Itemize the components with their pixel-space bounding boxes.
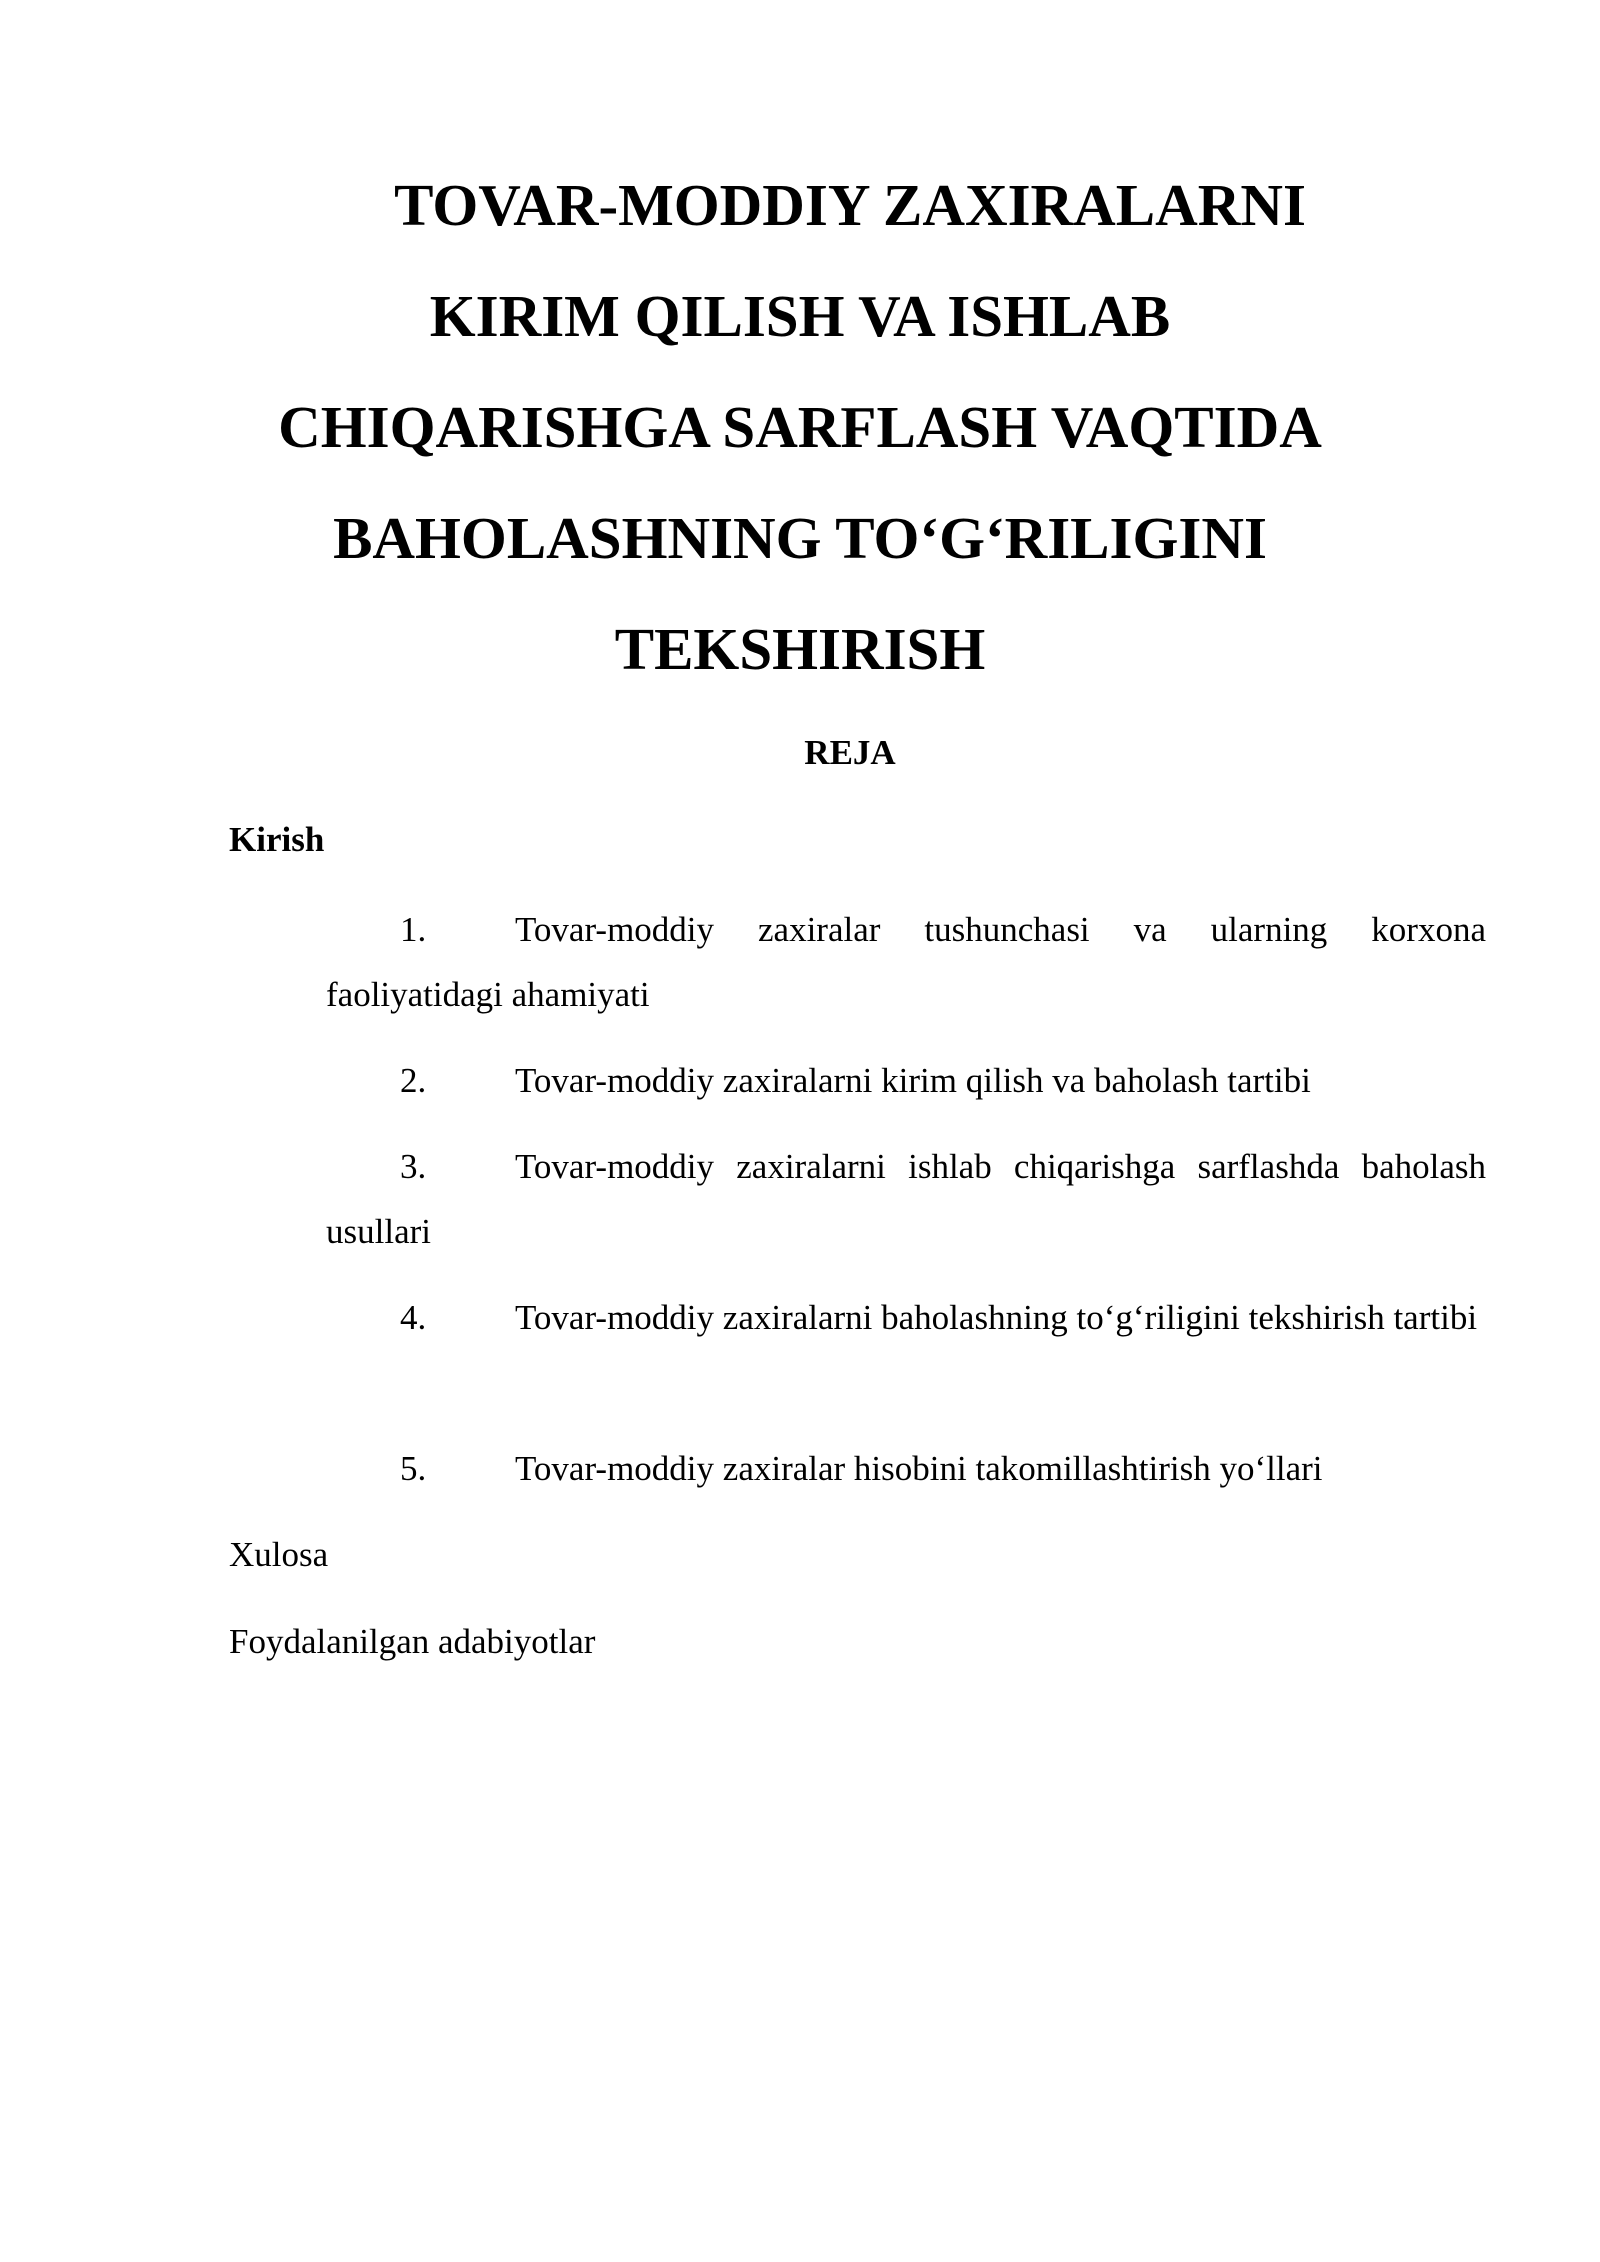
plan-item [326,1048,1486,1113]
plan-item-number: 1. [400,910,427,949]
plan-item [326,897,1486,1027]
title-line: KIRIM QILISH VA ISHLAB [429,283,1171,349]
plan-item [326,1134,1486,1264]
plan-item-number: 2. [400,1061,427,1100]
intro-heading: Kirish [229,820,325,859]
plan-item-text: Tovar-moddiy zaxiralarni baholashning to‘g‘riligini tekshirish tartibi [515,1298,1478,1337]
plan-item-text: Tovar-moddiy zaxiralarni ishlab chiqarishga sarflashda baholash usullari [326,1147,1486,1251]
plan-item-text: Tovar-moddiy zaxiralar hisobini takomillashtirish yo‘llari [515,1449,1323,1488]
references-label: Foydalanilgan adabiyotlar [229,1622,596,1661]
conclusion-label: Xulosa [229,1535,329,1574]
title-line: BAHOLASHNING TO‘G‘RILIGINI [333,505,1267,571]
document-title [0,150,1600,705]
plan-item-text: Tovar-moddiy zaxiralarni kirim qilish va baholash tartibi [515,1061,1311,1100]
title-line: TOVAR-MODDIY ZAXIRALARNI [394,172,1306,238]
plan-item-number: 5. [400,1449,427,1488]
title-line: TEKSHIRISH [614,616,986,682]
plan-item [326,1436,1486,1501]
plan-item [326,1285,1486,1350]
title-line: CHIQARISHGA SARFLASH VAQTIDA [278,394,1322,460]
plan-item-number: 4. [400,1298,427,1337]
plan-item-number: 3. [400,1147,427,1186]
plan-item-text: Tovar-moddiy zaxiralar tushunchasi va ularning korxona faoliyatidagi ahamiyati [326,910,1486,1014]
plan-heading: REJA [804,733,896,772]
